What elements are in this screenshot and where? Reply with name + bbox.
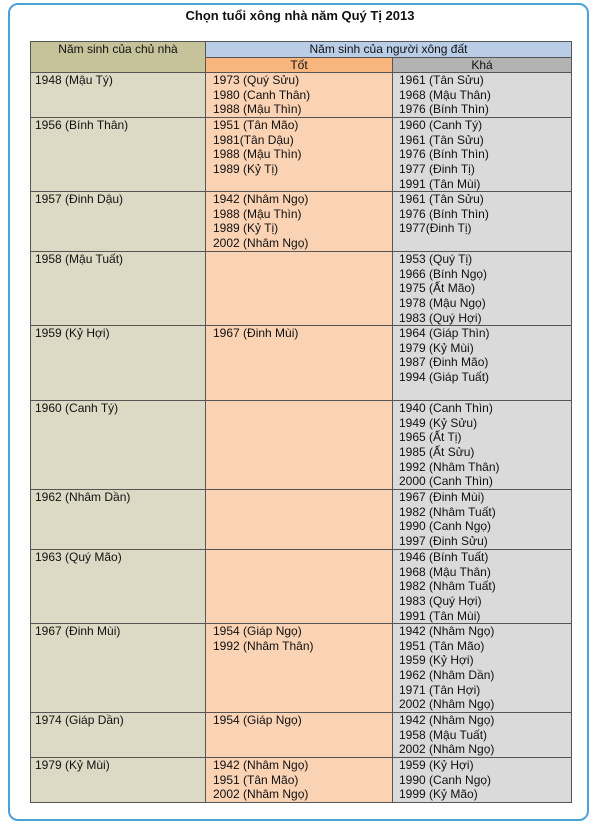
fair-visitor-year: 1959 (Kỷ Hợi) — [399, 653, 474, 668]
fair-visitor-year: 1940 (Canh Thìn) — [399, 401, 493, 416]
good-visitor-cell — [206, 624, 393, 713]
table-row — [31, 118, 572, 192]
fair-visitor-year: 1971 (Tân Hợi) — [399, 682, 481, 697]
owner-birth-year — [31, 192, 206, 252]
fair-visitor-year: 2002 (Nhâm Ngọ) — [399, 697, 495, 712]
fair-visitor-year: 1985 (Ất Sửu) — [399, 444, 475, 459]
owner-birth-year — [31, 713, 206, 758]
fair-visitor-cell — [393, 624, 572, 713]
owner-year-label: 1962 (Nhâm Dần) — [35, 490, 131, 505]
fair-visitor-year: 1982 (Nhâm Tuất) — [399, 504, 496, 519]
fair-visitor-year: 1976 (Bính Thìn) — [399, 147, 489, 162]
good-visitor-year: 1989 (Kỷ Tị) — [213, 161, 279, 176]
page-title: Chọn tuổi xông nhà năm Quý Tị 2013 — [185, 8, 415, 23]
good-visitor-cell — [206, 326, 393, 401]
fair-visitor-cell — [393, 550, 572, 624]
owner-year-label: 1957 (Đinh Dậu) — [35, 192, 124, 207]
fair-visitor-year: 1978 (Mậu Ngọ) — [399, 295, 486, 310]
good-visitor-cell — [206, 758, 393, 803]
owner-column-header: Năm sinh của chủ nhà — [31, 42, 206, 73]
fair-visitor-year: 2002 (Nhâm Ngọ) — [399, 742, 495, 757]
fair-visitor-cell — [393, 192, 572, 252]
fair-visitor-cell — [393, 252, 572, 326]
fair-visitor-year: 1977(Đinh Tị) — [399, 221, 472, 236]
fair-visitor-year: 1965 (Ất Tị) — [399, 430, 462, 445]
fair-column-header: Khá — [393, 57, 572, 73]
fair-visitor-year: 1968 (Mậu Thân) — [399, 564, 491, 579]
good-visitor-cell — [206, 490, 393, 550]
fair-visitor-cell — [393, 73, 572, 118]
fair-visitor-year: 1964 (Giáp Thìn) — [399, 326, 490, 341]
table-row — [31, 624, 572, 713]
owner-birth-year — [31, 73, 206, 118]
fair-visitor-year: 1953 (Quý Tị) — [399, 252, 473, 267]
fair-visitor-year: 1982 (Nhâm Tuất) — [399, 579, 496, 594]
fair-visitor-year: 1961 (Tân Sửu) — [399, 73, 484, 88]
good-visitor-year: 2002 (Nhâm Ngọ) — [213, 787, 309, 802]
good-visitor-cell — [206, 192, 393, 252]
owner-birth-year — [31, 401, 206, 490]
good-visitor-year: 2002 (Nhâm Ngọ) — [213, 235, 309, 250]
fair-visitor-year: 1992 (Nhâm Thân) — [399, 459, 500, 474]
fair-visitor-year: 1946 (Bính Tuất) — [399, 550, 489, 565]
fair-visitor-year: 1958 (Mậu Tuất) — [399, 727, 488, 742]
owner-birth-year — [31, 624, 206, 713]
owner-birth-year — [31, 252, 206, 326]
fair-visitor-year: 1942 (Nhâm Ngọ) — [399, 713, 495, 728]
table-row — [31, 490, 572, 550]
owner-birth-year — [31, 758, 206, 803]
good-visitor-cell — [206, 118, 393, 192]
owner-year-label: 1948 (Mậu Tý) — [35, 73, 113, 88]
good-visitor-year: 1992 (Nhâm Thân) — [213, 638, 314, 653]
good-visitor-year: 1973 (Quý Sửu) — [213, 73, 300, 88]
fair-visitor-year: 1991 (Tân Mùi) — [399, 608, 481, 623]
fair-visitor-year: 1983 (Quý Hợi) — [399, 593, 482, 608]
fair-visitor-year: 1961 (Tân Sửu) — [399, 132, 484, 147]
fair-visitor-year: 1976 (Bính Thìn) — [399, 206, 489, 221]
table-row — [31, 758, 572, 803]
fair-visitor-cell — [393, 326, 572, 401]
fair-visitor-year: 1991 (Tân Mùi) — [399, 176, 481, 191]
good-visitor-year: 1951 (Tân Mão) — [213, 118, 299, 133]
fair-visitor-year: 2000 (Canh Thìn) — [399, 474, 493, 489]
fair-visitor-cell — [393, 758, 572, 803]
good-visitor-cell — [206, 252, 393, 326]
fair-visitor-year: 1990 (Canh Ngọ) — [399, 519, 492, 534]
fair-visitor-cell — [393, 401, 572, 490]
table-row — [31, 326, 572, 401]
good-visitor-year: 1942 (Nhâm Ngọ) — [213, 192, 309, 207]
good-visitor-year: 1954 (Giáp Ngọ) — [213, 624, 302, 639]
fair-visitor-year: 1976 (Bính Thìn) — [399, 102, 489, 117]
fair-visitor-year: 1994 (Giáp Tuất) — [399, 369, 490, 384]
fair-visitor-year: 1960 (Canh Tý) — [399, 118, 483, 133]
fair-visitor-year: 1968 (Mậu Thân) — [399, 87, 491, 102]
fair-visitor-year: 1977 (Đinh Tị) — [399, 161, 475, 176]
owner-year-label: 1959 (Kỷ Hợi) — [35, 326, 110, 341]
fair-visitor-year: 1951 (Tân Mão) — [399, 638, 485, 653]
good-visitor-year: 1988 (Mậu Thìn) — [213, 147, 302, 162]
owner-year-label: 1958 (Mậu Tuất) — [35, 252, 124, 267]
fair-visitor-year: 1959 (Kỷ Hợi) — [399, 758, 474, 773]
fair-visitor-cell — [393, 713, 572, 758]
good-visitor-cell — [206, 550, 393, 624]
good-visitor-cell — [206, 713, 393, 758]
table-row — [31, 192, 572, 252]
fair-visitor-year: 1975 (Ất Mão) — [399, 281, 476, 296]
good-visitor-year: 1942 (Nhâm Ngọ) — [213, 758, 309, 773]
owner-year-label: 1974 (Giáp Dần) — [35, 713, 124, 728]
fair-visitor-year: 1979 (Kỷ Mùi) — [399, 340, 474, 355]
table-row — [31, 550, 572, 624]
fair-visitor-year: 1949 (Kỷ Sửu) — [399, 415, 478, 430]
owner-year-label: 1956 (Bính Thân) — [35, 118, 129, 133]
fair-visitor-cell — [393, 490, 572, 550]
good-visitor-year: 1980 (Canh Thân) — [213, 87, 311, 102]
fair-visitor-year: 1990 (Canh Ngọ) — [399, 772, 492, 787]
owner-birth-year — [31, 550, 206, 624]
owner-year-label: 1979 (Kỷ Mùi) — [35, 758, 110, 773]
fair-visitor-year: 1961 (Tân Sửu) — [399, 192, 484, 207]
visitor-column-header: Năm sinh của người xông đất — [206, 42, 572, 58]
good-visitor-cell — [206, 401, 393, 490]
owner-year-label: 1960 (Canh Tý) — [35, 401, 119, 416]
owner-birth-year — [31, 326, 206, 401]
good-visitor-year: 1951 (Tân Mão) — [213, 772, 299, 787]
table-row — [31, 713, 572, 758]
owner-year-label: 1963 (Quý Mão) — [35, 550, 122, 565]
good-visitor-year: 1989 (Kỷ Tị) — [213, 221, 279, 236]
fair-visitor-year: 1962 (Nhâm Dần) — [399, 667, 495, 682]
good-visitor-year: 1954 (Giáp Ngọ) — [213, 713, 302, 728]
table-row — [31, 252, 572, 326]
good-visitor-year: 1988 (Mậu Thìn) — [213, 206, 302, 221]
good-column-header: Tốt — [206, 57, 393, 73]
fair-visitor-year: 1987 (Đinh Mão) — [399, 355, 489, 370]
good-visitor-year: 1988 (Mậu Thìn) — [213, 102, 302, 117]
fair-visitor-year: 1966 (Bính Ngọ) — [399, 266, 488, 281]
good-visitor-cell — [206, 73, 393, 118]
fair-visitor-year: 1967 (Đinh Mùi) — [399, 490, 485, 505]
table-row — [31, 401, 572, 490]
fair-visitor-year: 1999 (Kỷ Mão) — [399, 787, 478, 802]
good-visitor-year: 1967 (Đinh Mùi) — [213, 326, 299, 341]
fair-visitor-year: 1942 (Nhâm Ngọ) — [399, 624, 495, 639]
good-visitor-year: 1981(Tân Dậu) — [213, 132, 294, 147]
owner-year-label: 1967 (Đinh Mùi) — [35, 624, 121, 639]
fair-visitor-year: 1983 (Quý Hợi) — [399, 310, 482, 325]
fair-visitor-cell — [393, 118, 572, 192]
table-row — [31, 73, 572, 118]
fair-visitor-year: 1997 (Đinh Sửu) — [399, 533, 488, 548]
owner-birth-year — [31, 490, 206, 550]
owner-birth-year — [31, 118, 206, 192]
xong-nha-table — [30, 41, 572, 803]
